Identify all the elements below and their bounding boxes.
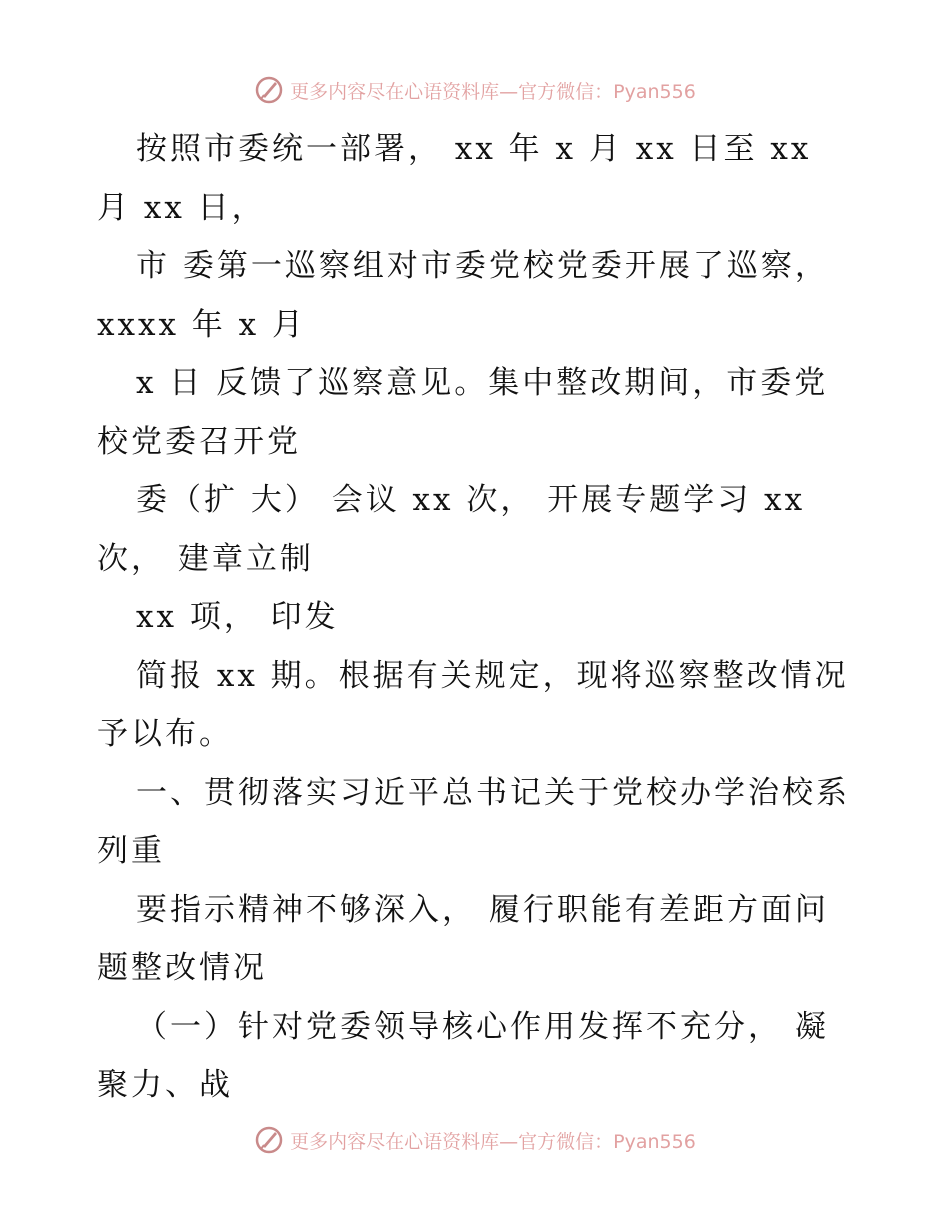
text-line: x 日 反馈了巡察意见。集中整改期间，市委党	[136, 365, 829, 401]
subsection-heading-line: 聚力、战	[97, 1067, 233, 1103]
footer-banner	[0, 1122, 950, 1158]
text-line: 月 xx 日，	[97, 189, 266, 226]
text-line: 市 委第一巡察组对市委党校党委开展了巡察，	[136, 248, 829, 284]
section-heading-line: 一、贯彻落实习近平总书记关于党校办学治校系	[136, 774, 850, 811]
document-body	[97, 120, 857, 1115]
banner-text: 更多内容尽在心语资料库—官方微信：Pyan556	[290, 80, 696, 103]
header-banner	[0, 72, 950, 108]
text-line: 委（扩 大） 会议 xx 次， 开展专题学习 xx	[136, 482, 806, 518]
section-heading-line: 列重	[97, 833, 165, 869]
text-line: 次， 建章立制	[97, 540, 314, 577]
subsection-heading-line: （一）针对党委领导核心作用发挥不充分， 凝	[136, 1008, 829, 1045]
text-line: 按照市委统一部署， xx 年 x 月 xx 日至 xx	[136, 131, 812, 167]
text-line: xxxx 年 x 月	[97, 306, 306, 343]
text-line: 简报 xx 期。根据有关规定，现将巡察整改情况	[136, 657, 849, 694]
text-line: 校党委召开党	[97, 423, 301, 460]
quill-logo-icon	[254, 1125, 284, 1155]
footer-banner-content	[254, 1125, 696, 1155]
header-banner-content	[254, 75, 696, 105]
section-heading-line: 题整改情况	[97, 950, 267, 986]
section-heading-line: 要指示精神不够深入， 履行职能有差距方面问	[136, 891, 829, 928]
banner-text: 更多内容尽在心语资料库—官方微信：Pyan556	[290, 1130, 696, 1153]
text-line: xx 项， 印发	[136, 599, 339, 635]
text-line: 予以布。	[97, 716, 233, 752]
quill-logo-icon	[254, 75, 284, 105]
